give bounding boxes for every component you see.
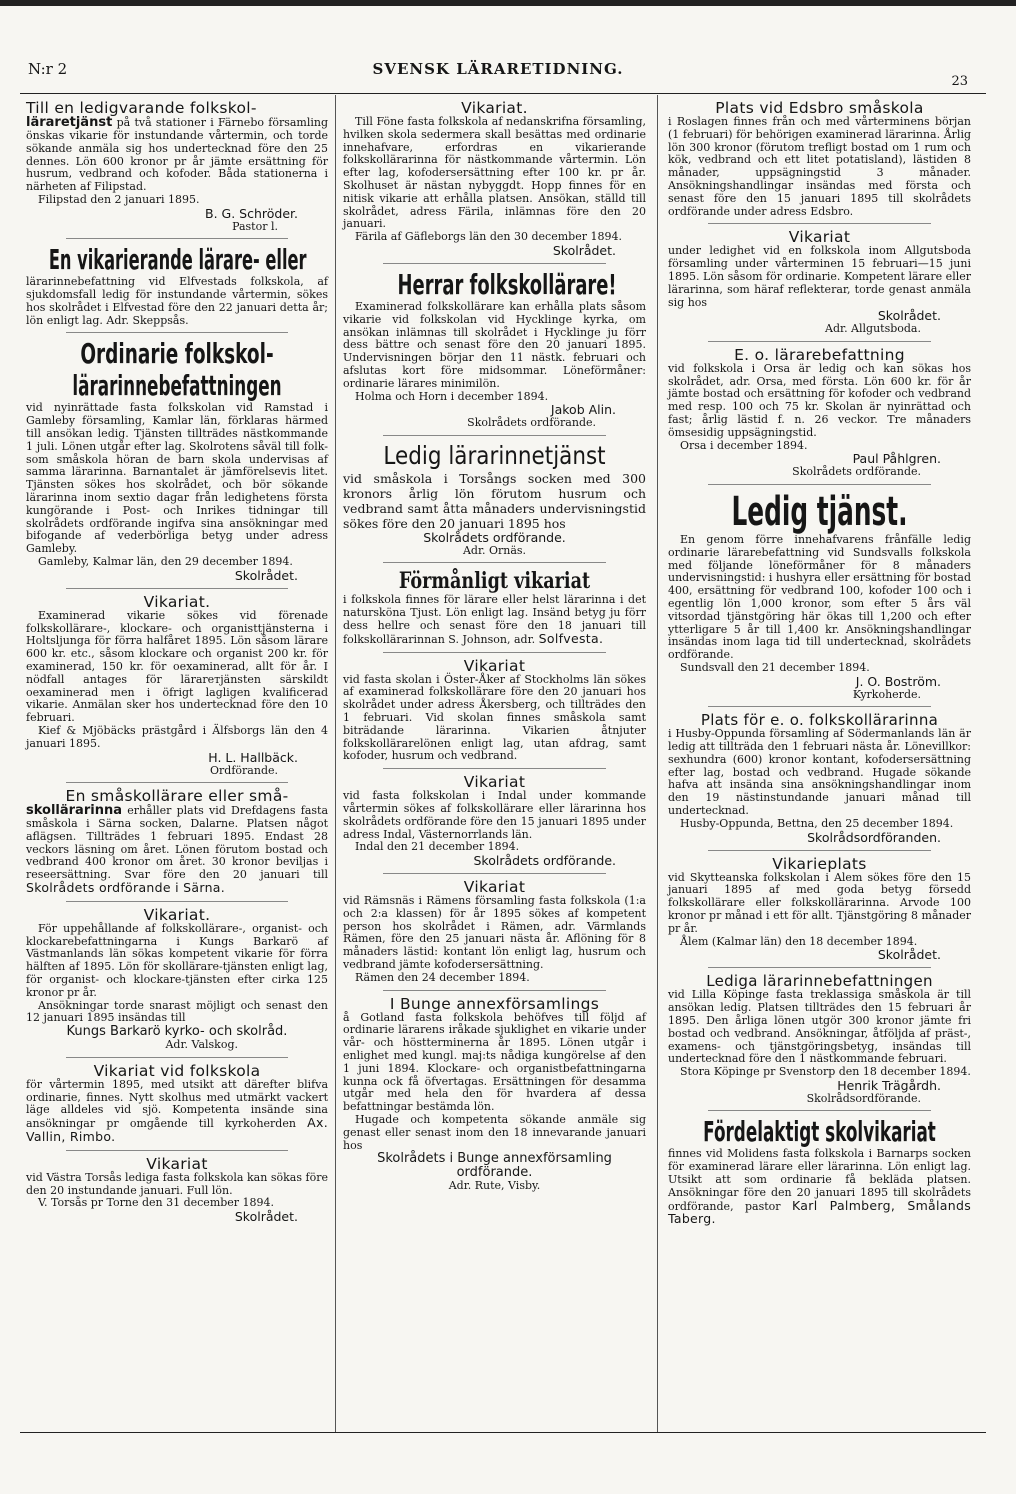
ad-signature: Skolrådet. <box>877 947 941 963</box>
ad-role: Kyrkoherde. <box>852 687 921 701</box>
ad-role: Skolrådets ordförande. <box>792 465 921 479</box>
ad-title: Vikariat. <box>461 99 528 117</box>
ad-body: vid nyinrättade fasta folkskolan vid Ramstad i Gamleby församling, Kamlar län, förklaras härmed till ansökan ledig. Tjänsten tillträdes nästkommande 1 juli. Lönen utgår efter lag. Skolrotens såväl till folk- som småskola höran de barn skola undervisas af samma lärarinna. Barnantalet är jämförelsevis litet. Tjänsten sökes hos skolrådet, och bör sökande lärarinna inom sextio dagar från ledighetens första kungörande i Post- och Inrikes tidningar till skolrådets ordförande ingifva sina ansökningar med bifogande af vederbörliga betyg under adress Gamleby. <box>26 401 328 556</box>
ad-body: i Husby-Oppunda församling af Södermanlands län är ledig att tillträda den 1 februari nästa år. Lönevillkor: sexhundra (600) kronor kontant, kofodersersättning efter lag, bostad och vedbrand. Hugade sökande hafva att insända sina ansökningshandlingar inom den 19 nästinstundande januari månad till undertecknad. <box>668 727 971 817</box>
ad-body: å Gotland fasta folkskola behöfves till följd af ordinarie lärarens iråkade sjuklighet en vikarie under vår- och höstterminerna år 1895. Lönen utgår i enlighet med kungl. maj:ts nådiga kungörelse af den 1 juni 1894. Klockare- och organistbefattningarna kunna ock få öfvertagas. Ersättningen för desamma utgår med hela den för hvardera af dessa befattningar bestämda lön. <box>343 1010 646 1114</box>
ad-title: En vikarierande lärare- eller <box>48 243 307 277</box>
ad-edsbro <box>668 100 971 218</box>
ad-body: En genom förre innehafvarens frånfälle ledig ordinarie lärarebefattning vid Sundsvalls folkskola med följande löneförmåner för 8 månaders undervisningstid: i hushyra eller ersättning för bostad 400, ersättning för vedbrand 100, kofoder 100 och i egentlig lön 1,000 kronor, som efter 5 års väl vitsordad tjänstgöring här ökas till 1,200 och efter ytterligare 5 år till 1,400 kr. Ansökningshandlingar insändas inom laga tid till undertecknad, skolrådets ordförande. <box>668 532 971 662</box>
ad-signature: Henrik Trägårdh. <box>837 1077 941 1093</box>
ad-vikariat-fone <box>343 100 646 258</box>
ad-address: Adr. Valskog. <box>165 1038 238 1052</box>
ad-address: Adr. Rute, Visby. <box>448 1179 541 1193</box>
ad-body: vid Skytteanska folkskolan i Alem sökes före den 15 januari 1895 af med goda betyg försedd folkskollärare eller folkskollärarinna. Arvode 100 kronor pr månad i ett för allt. Tjänstgöring 8 månader pr år. <box>668 870 971 935</box>
separator <box>66 1150 288 1151</box>
ad-fordelaktigt <box>668 1116 971 1227</box>
header-rule <box>20 93 986 94</box>
ad-vikariat-torsas <box>26 1156 328 1224</box>
ad-body: vid småskola i Torsångs socken med 300 kronors årlig lön förutom husrum och vedbrand samt åtta månaders undervisningstid sökes före den 20 januari 1895 hos <box>343 470 646 531</box>
ad-date: Stora Köpinge pr Svenstorp den 18 december 1894. <box>680 1065 971 1079</box>
ad-signature: Kungs Barkarö kyrko- och skolråd. <box>66 1024 288 1040</box>
separator <box>383 435 606 436</box>
separator <box>383 263 606 264</box>
ad-signature: Jakob Alin. <box>550 402 616 418</box>
ad-title: Herrar folkskollärare! <box>397 267 617 301</box>
ad-signature: Solfvesta. <box>538 630 604 646</box>
ad-title: Vikariat vid folkskola <box>93 1061 261 1080</box>
separator <box>383 562 606 563</box>
ad-title: Plats för e. o. folkskollärarinna <box>700 711 939 730</box>
separator <box>708 1110 931 1111</box>
ad-date: V. Torsås pr Torne den 31 december 1894. <box>38 1196 275 1210</box>
ad-title: En småskollärare eller små- <box>65 787 289 806</box>
separator <box>708 484 931 485</box>
ad-title: I Bunge annexförsamlings <box>389 994 600 1013</box>
column-divider-2 <box>657 95 658 1432</box>
ad-body: Till Föne fasta folkskola af nedanskrifna församling, hvilken skola sedermera skall besättas med ordinarie innehafvare, erfordras en vikarierande folkskollärarinna för nästkommande vårtermin. Lön efter lag, kofodersersättning efter 100 kr. pr år. Skolhuset är nästan nybyggdt. Hopp finnes för en nitisk vikarie att erhålla platsen. Ansökan, ställd till skolrådet, adress Färila, inlämnas före den 20 januari. <box>343 115 646 231</box>
ad-herrar <box>343 269 646 430</box>
ad-body-2: Hugade och kompetenta sökande anmäle sig genast eller senast inom den 18 innevarande januari hos <box>343 1113 646 1152</box>
page-number: 23 <box>951 74 968 89</box>
ad-body: vid Västra Torsås lediga fasta folkskola kan sökas före den 20 instundande januari. Full lön. <box>26 1170 328 1197</box>
ad-title: Vikariat <box>788 228 851 247</box>
separator <box>66 588 288 589</box>
ad-date: Holma och Horn i december 1894. <box>355 389 549 403</box>
ad-address: Adr. Allgutsboda. <box>825 322 921 336</box>
ad-title: Vikariat <box>463 773 526 792</box>
ad-title: Plats vid Edsbro småskola <box>715 99 924 117</box>
ad-vikariat-osteraker <box>343 658 646 764</box>
separator <box>66 238 288 239</box>
ad-body: lärarinnebefattning vid Elfvestads folkskola, af sjukdomsfall ledig för instundande vårtermin, sökes hos skolrådet i Elfvestad före den 22 januari detta år; lön enligt lag. Adr. Skeppsås. <box>26 275 328 327</box>
separator <box>708 341 931 342</box>
column-right <box>668 100 971 1227</box>
ad-title: Förmånligt vikariat <box>398 568 591 595</box>
ad-address: Adr. Ornäs. <box>462 543 527 557</box>
ad-lead: skollärarinna <box>26 803 122 819</box>
ad-date: Ålem (Kalmar län) den 18 december 1894. <box>680 934 918 948</box>
ad-signature: Skolrådet. <box>234 567 298 583</box>
ad-signature: Ax. Vallin, Rimbo. <box>26 1115 328 1144</box>
ad-signature: Skolrådet. <box>877 308 941 324</box>
ad-body: Examinerad vikarie sökes vid förenade folkskollärare-, klockare- och organisttjänsterna i Holtsljunga för förra halfåret 1895. Lön såsom lärare 600 kr. etc., såsom klockare och organist 200 kr. för examinerad, 150 kr. för oexaminerad, allt för år. I nödfall antages för lärarетjänsten särskildt oexaminerad men i öfrigt lagligen kvalificerad vikarie. Anmälan sker hos undertecknad före den 10 februari. <box>26 608 328 725</box>
ad-date: Filipstad den 2 januari 1895. <box>38 192 200 206</box>
ad-signature: Skolrådet. <box>234 1209 298 1225</box>
ad-signature: B. G. Schröder. <box>205 205 298 221</box>
ad-lead: läraretjänst <box>26 115 113 130</box>
ad-body: vid fasta skolan i Öster-Åker af Stockholms län sökes af examinerad folkskollärare före den 20 januari hos skolrådet under adress Åkersberg, och tillträdes den 1 februari. Vid skolan finnes småskola samt biträdande lärarinna. Vikarien åtnjuter folkskollärarelönen enligt lag, utan afdrag, samt kofoder, husrum och vedbrand. <box>343 672 646 763</box>
top-border <box>0 0 1016 6</box>
ad-title: Vikariat. <box>143 592 211 611</box>
ad-ledig-lararinnetjanst <box>343 441 646 558</box>
ad-body: För uppehållande af folkskollärare-, organist- och klockarebefattningarna i Kungs Barkarö af Västmanlands län sökas kompetent vikarie för förra hälften af 1895. Lön för skollärare-tjänsten enligt lag, för organist- och klockare-tjänsten efter cirka 125 kronor pr år. <box>26 921 328 999</box>
ad-signature: Skolrådets i Bunge annexförsamling ordförande. <box>377 1151 612 1181</box>
ad-title: Vikariat <box>463 656 526 675</box>
ad-title: Till en ledigvarande folkskol- <box>26 99 257 117</box>
ad-date: Husby-Oppunda, Bettna, den 25 december 1894. <box>680 816 954 830</box>
ad-husby-oppunda <box>668 712 971 844</box>
ad-title: Ledig tjänst. <box>731 488 908 535</box>
separator <box>66 782 288 783</box>
ad-date: Indal den 21 december 1894. <box>355 840 520 854</box>
separator <box>383 768 606 769</box>
ad-title: Vikariat <box>146 1154 208 1173</box>
ad-title-line1: Ordinarie folkskol- <box>80 337 274 371</box>
newspaper-title: SVENSK LÄRARETIDNING. <box>372 60 624 78</box>
ad-lilla-kopinge <box>668 973 971 1105</box>
ad-body: i folkskola finnes för lärare eller helst lärarinna i det natursköna Tjust. Lön enligt lag. Insänd betyg ju förr dess hellre och senast före den 18 januari till folkskollärarinnan S. Johnson, adr. <box>343 593 646 646</box>
ad-signature: Skolrådets ordförande i Särna. <box>26 880 226 896</box>
ad-title-line2: lärarinnebefattningen <box>72 369 282 403</box>
ad-vikarieplats <box>668 856 971 963</box>
ad-date: Kief & Mjöbäcks prästgård i Älfsborgs län den 4 januari 1895. <box>26 724 328 750</box>
separator <box>383 990 606 991</box>
footer-rule <box>20 1432 986 1433</box>
ad-title: Vikarieplats <box>772 854 867 873</box>
ad-formanligt <box>343 568 646 646</box>
ad-role: Pastor l. <box>232 219 278 233</box>
ad-body: på två stationer i Färnebo församling önskas vikarie för instundande vårtermin, och torde sökande anmäla sig hos undertecknad före den 25 dennes. Lön 600 kronor pr år jämte ersättning för husrum, vedbrand och kofoder. Båda stationerna i närheten af Filipstad. <box>26 116 328 194</box>
ad-body-2: Ansökningar torde snarast möjligt och senast den 12 januari 1895 insändas till <box>26 998 328 1025</box>
ad-date: Orsa i december 1894. <box>680 438 808 452</box>
separator <box>383 652 606 653</box>
ad-vikariat-barkaro <box>26 907 328 1052</box>
separator <box>66 332 288 333</box>
ad-date: Gamleby, Kalmar län, den 29 december 1894. <box>38 555 293 569</box>
ad-title: Lediga lärarinnebefattningen <box>706 972 933 991</box>
separator <box>708 967 931 968</box>
ad-vikariat-holtsljunga <box>26 594 328 777</box>
ad-body: Examinerad folkskollärare kan erhålla plats såsom vikarie vid folkskolan vid Hycklinge kyrka, om ansökan inlämnas till skolrådet i Hycklinge ju förr dess bättre och senast före den 20 januari 1895. Undervisningen börjar den 11 nästk. februari och afslutas kort före midsommar. Löneförmåner: ordinarie lärares minimilön. <box>343 299 646 390</box>
ad-date: Färila af Gäfleborgs län den 30 december 1894. <box>355 230 622 244</box>
ad-vikariat-allgutsboda <box>668 229 971 335</box>
separator <box>708 850 931 851</box>
separator <box>708 706 931 707</box>
ad-vikariat-folkskola <box>26 1063 328 1145</box>
ad-signature: Skolrådets ordförande. <box>423 529 566 545</box>
ad-role: Ordförande. <box>210 763 278 777</box>
ad-ledigvarande <box>26 100 328 233</box>
ad-signature: Paul Påhlgren. <box>852 451 941 467</box>
column-middle <box>343 100 646 1193</box>
ad-body: vid fasta folkskolan i Indal under kommande vårtermin sökes af folkskollärare eller lärarinna hos skolrådets ordförande före den 15 januari 1895 under adress Indal, Västernorrlands län. <box>343 789 646 841</box>
separator <box>66 1057 288 1058</box>
ad-date: Rämen den 24 december 1894. <box>355 970 530 984</box>
ad-date: Sundsvall den 21 december 1894. <box>680 660 870 674</box>
ad-title: E. o. lärarebefattning <box>734 345 905 364</box>
ad-signature: Skolrådsordföranden. <box>807 829 941 845</box>
ad-smaskollarare <box>26 788 328 896</box>
ad-signature: J. O. Boström. <box>855 673 941 689</box>
ad-body: vid Lilla Köpinge fasta treklassiga småskola är till ansökan ledig. Platsen tillträdes den 15 februari år 1895. Den årliga lönen utgör 300 kronor jämte fri bostad och vedbrand. Ansökningar, åtföljda af präst-, examens- och tjänstgöringsbetyg, insändas till undertecknad före den 1 nästkommande februari. <box>668 988 971 1066</box>
ad-vikariat-ramen <box>343 879 646 985</box>
ad-title: Vikariat <box>463 878 526 897</box>
page-header <box>28 60 968 90</box>
ad-body: vid folkskola i Orsa är ledig och kan sökas hos skolrådet, adr. Orsa, med första. Lön 600 kr. för år jämte bostad och ersättning för kofoder och vedbrand med resp. 100 och 75 kr. Skolan är nyinrättad och fast; årlig lästid f. n. 26 veckor. Tre månaders ömsesidig uppsägningstid. <box>668 361 971 439</box>
separator <box>383 873 606 874</box>
ad-ordinarie <box>26 338 328 582</box>
ad-title: Vikariat. <box>143 905 211 924</box>
ad-ledig-tjanst <box>668 490 971 701</box>
issue-number: N:r 2 <box>28 60 68 78</box>
column-left <box>26 100 328 1224</box>
separator <box>66 901 288 902</box>
ad-bunge <box>343 996 646 1193</box>
ad-signature: Karl Palmberg, Smålands Taberg. <box>668 1197 972 1227</box>
ad-signature: H. L. Hallbäck. <box>208 749 298 765</box>
ad-role: Skolrådsordförande. <box>806 1091 921 1105</box>
ad-body: i Roslagen finnes från och med vårterminens början (1 februari) för behörigen examinerad lärarinna. Årlig lön 300 kronor (förutom trefligt bostad om 1 rum och kök, vedbrand och ett litet potatisland), lästiden 8 månader, uppsägningstid 3 månader. Ansökningshandlingar insändas med första och senast före den 15 januari 1895 till skolrådets ordförande under adress Edsbro. <box>668 115 971 218</box>
separator <box>708 223 931 224</box>
ad-signature: Skolrådets ordförande. <box>473 853 616 869</box>
ad-body: under ledighet vid en folkskola inom Allgutsboda församling under vårterminen 15 februari—15 juni 1895. Lön såsom för ordinarie. Kompetent lärare eller lärarinna, som häraf reflekterar, torde genast anmäla sig hos <box>668 244 971 309</box>
ad-body: finnes vid Molidens fasta folkskola i Barnarps socken för examinerad lärare eller lärarinna. Lön enligt lag. Utsikt att som ordinarie få bekläda platsen. Ansökningar före den 20 januari 1895 till skolrådets ordförande, pastor <box>668 1147 971 1213</box>
ad-body: vid Rämsnäs i Rämens församling fasta folkskola (1:a och 2:a klassen) för år 1895 sökes af kompetent person hos skolrådet i Rämen, adr. Värmlands Rämen, före den 25 januari nästa år. Aflöning för 8 månaders lästid: kontant lön enligt lag, husrum och vedbrand jämte kofodersersättning. <box>343 894 646 972</box>
ad-title: Fördelaktigt skolvikariat <box>703 1115 936 1149</box>
ad-signature: Skolrådet. <box>552 242 616 258</box>
ad-body: för vårtermin 1895, med utsikt att därefter blifva ordinarie, finnes. Nytt skolhus med utmärkt vackert läge alldeles vid sjö. Kompetenta insände sina ansökningar pr omgående till kyrkoherden <box>26 1077 328 1131</box>
ad-title: Ledig lärarinnetjänst <box>383 440 606 470</box>
ad-vikarierande <box>26 244 328 327</box>
ad-role: Skolrådets ordförande. <box>467 416 596 430</box>
column-divider-1 <box>335 95 336 1432</box>
ad-eo-orsa <box>668 347 971 479</box>
ad-body: erhåller plats vid Drefdagens fasta småskola i Särna socken, Dalarne. Platsen något aflägsen. Tillträdes 1 februari 1895. Endast 28 veckors läsning om året. Lönen förutom bostad och vedbrand 400 kronor om året. 30 kronor beviljas i reseersättning. Svar före den 20 januari till <box>26 804 329 882</box>
ad-vikariat-indal <box>343 774 646 868</box>
